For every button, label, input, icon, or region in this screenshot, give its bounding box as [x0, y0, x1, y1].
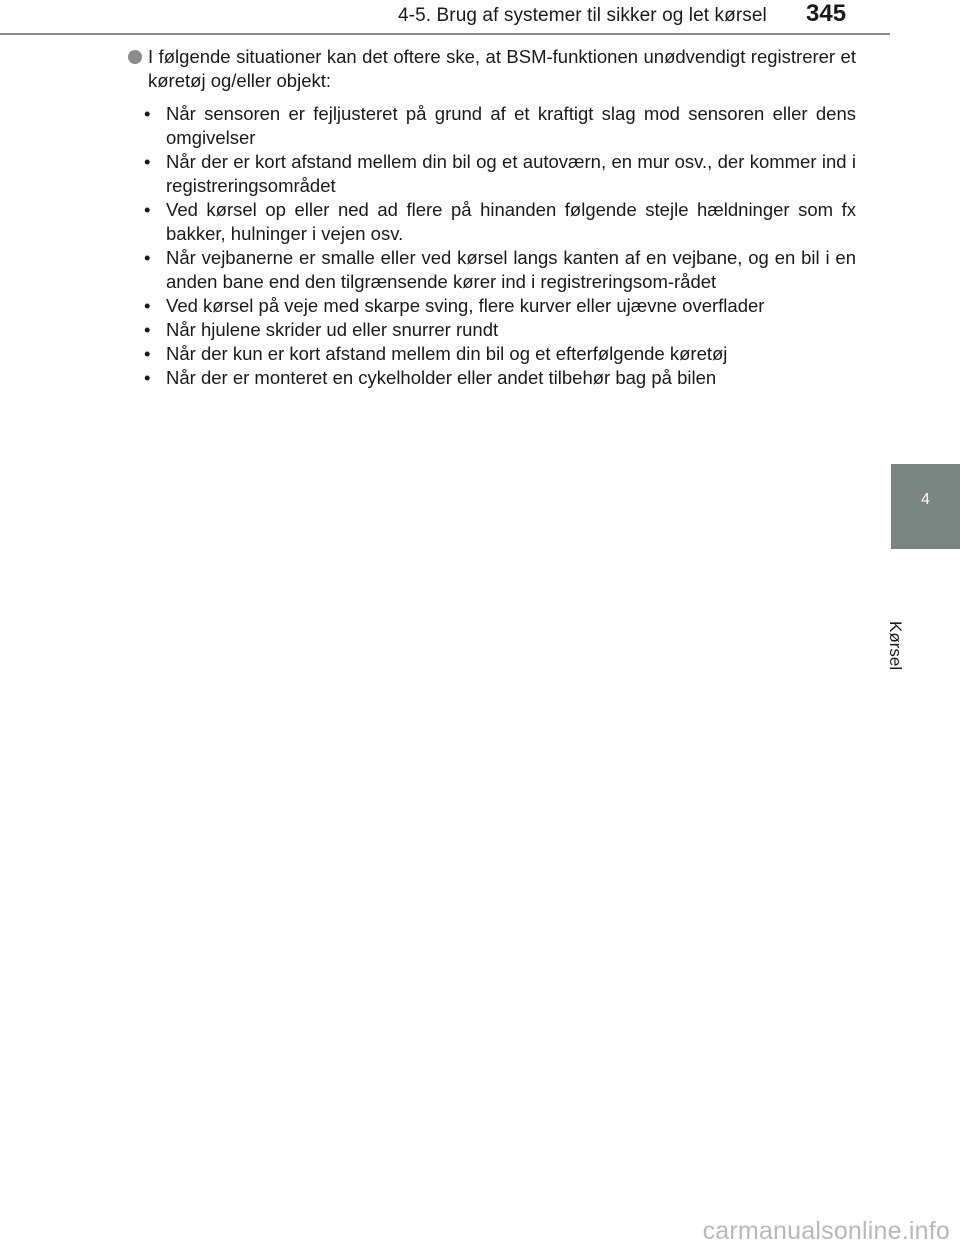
list-item-text: Når sensoren er fejljusteret på grund af et kraftigt slag mod sensoren eller dens omgivelser — [166, 103, 856, 148]
main-content — [128, 45, 856, 390]
list-item-text: Ved kørsel på veje med skarpe sving, flere kurver eller ujævne overflader — [166, 295, 765, 316]
bullet-dot-icon: • — [144, 103, 151, 124]
bullet-dot-icon: • — [144, 343, 151, 364]
list-item — [144, 198, 856, 246]
watermark: carmanualsonline.info — [702, 1217, 950, 1245]
bullet-dot-icon: • — [144, 247, 151, 268]
bullet-dot-icon: • — [144, 367, 151, 388]
list-item — [144, 342, 856, 366]
bullet-dot-icon: • — [144, 151, 151, 172]
list-item-text: Når der kun er kort afstand mellem din bil og et efterfølgende køretøj — [166, 343, 728, 364]
page-number: 345 — [806, 0, 847, 27]
page-header — [0, 0, 960, 40]
list-item-text: Når hjulene skrider ud eller snurrer rundt — [166, 319, 499, 340]
list-item-text: Når der er monteret en cykelholder eller andet tilbehør bag på bilen — [166, 367, 717, 388]
list-item-text: Ved kørsel op eller ned ad flere på hinanden følgende stejle hældninger som fx bakker, hulninger i vejen osv. — [166, 199, 856, 244]
list-item — [144, 318, 856, 342]
chapter-label: Kørsel — [886, 621, 905, 671]
list-item-text: Når vejbanerne er smalle eller ved kørsel langs kanten af en vejbane, og en bil i en anden bane end den tilgrænsende kører ind i registreringsom-rådet — [166, 247, 856, 292]
bullet-dot-icon: • — [144, 199, 151, 220]
chapter-number: 4 — [921, 491, 930, 508]
chapter-tab — [891, 464, 960, 549]
chapter-label-area — [886, 549, 960, 671]
bullet-dot-icon: • — [144, 295, 151, 316]
bullet-dot-icon: • — [144, 319, 151, 340]
circle-bullet-icon — [128, 50, 142, 64]
intro-paragraph — [128, 45, 856, 93]
list-item — [144, 366, 856, 390]
list-item — [144, 102, 856, 150]
list-item-text: Når der er kort afstand mellem din bil og et autoværn, en mur osv., der kommer ind i registreringsområdet — [166, 151, 856, 196]
list-item — [144, 294, 856, 318]
list-item — [144, 246, 856, 294]
list-item — [144, 150, 856, 198]
section-title: 4-5. Brug af systemer til sikker og let kørsel — [398, 5, 767, 26]
situation-list — [128, 102, 856, 390]
header-divider — [0, 33, 890, 35]
intro-text: I følgende situationer kan det oftere ske, at BSM-funktionen unødvendigt registrerer et køretøj og/eller objekt: — [148, 46, 856, 91]
